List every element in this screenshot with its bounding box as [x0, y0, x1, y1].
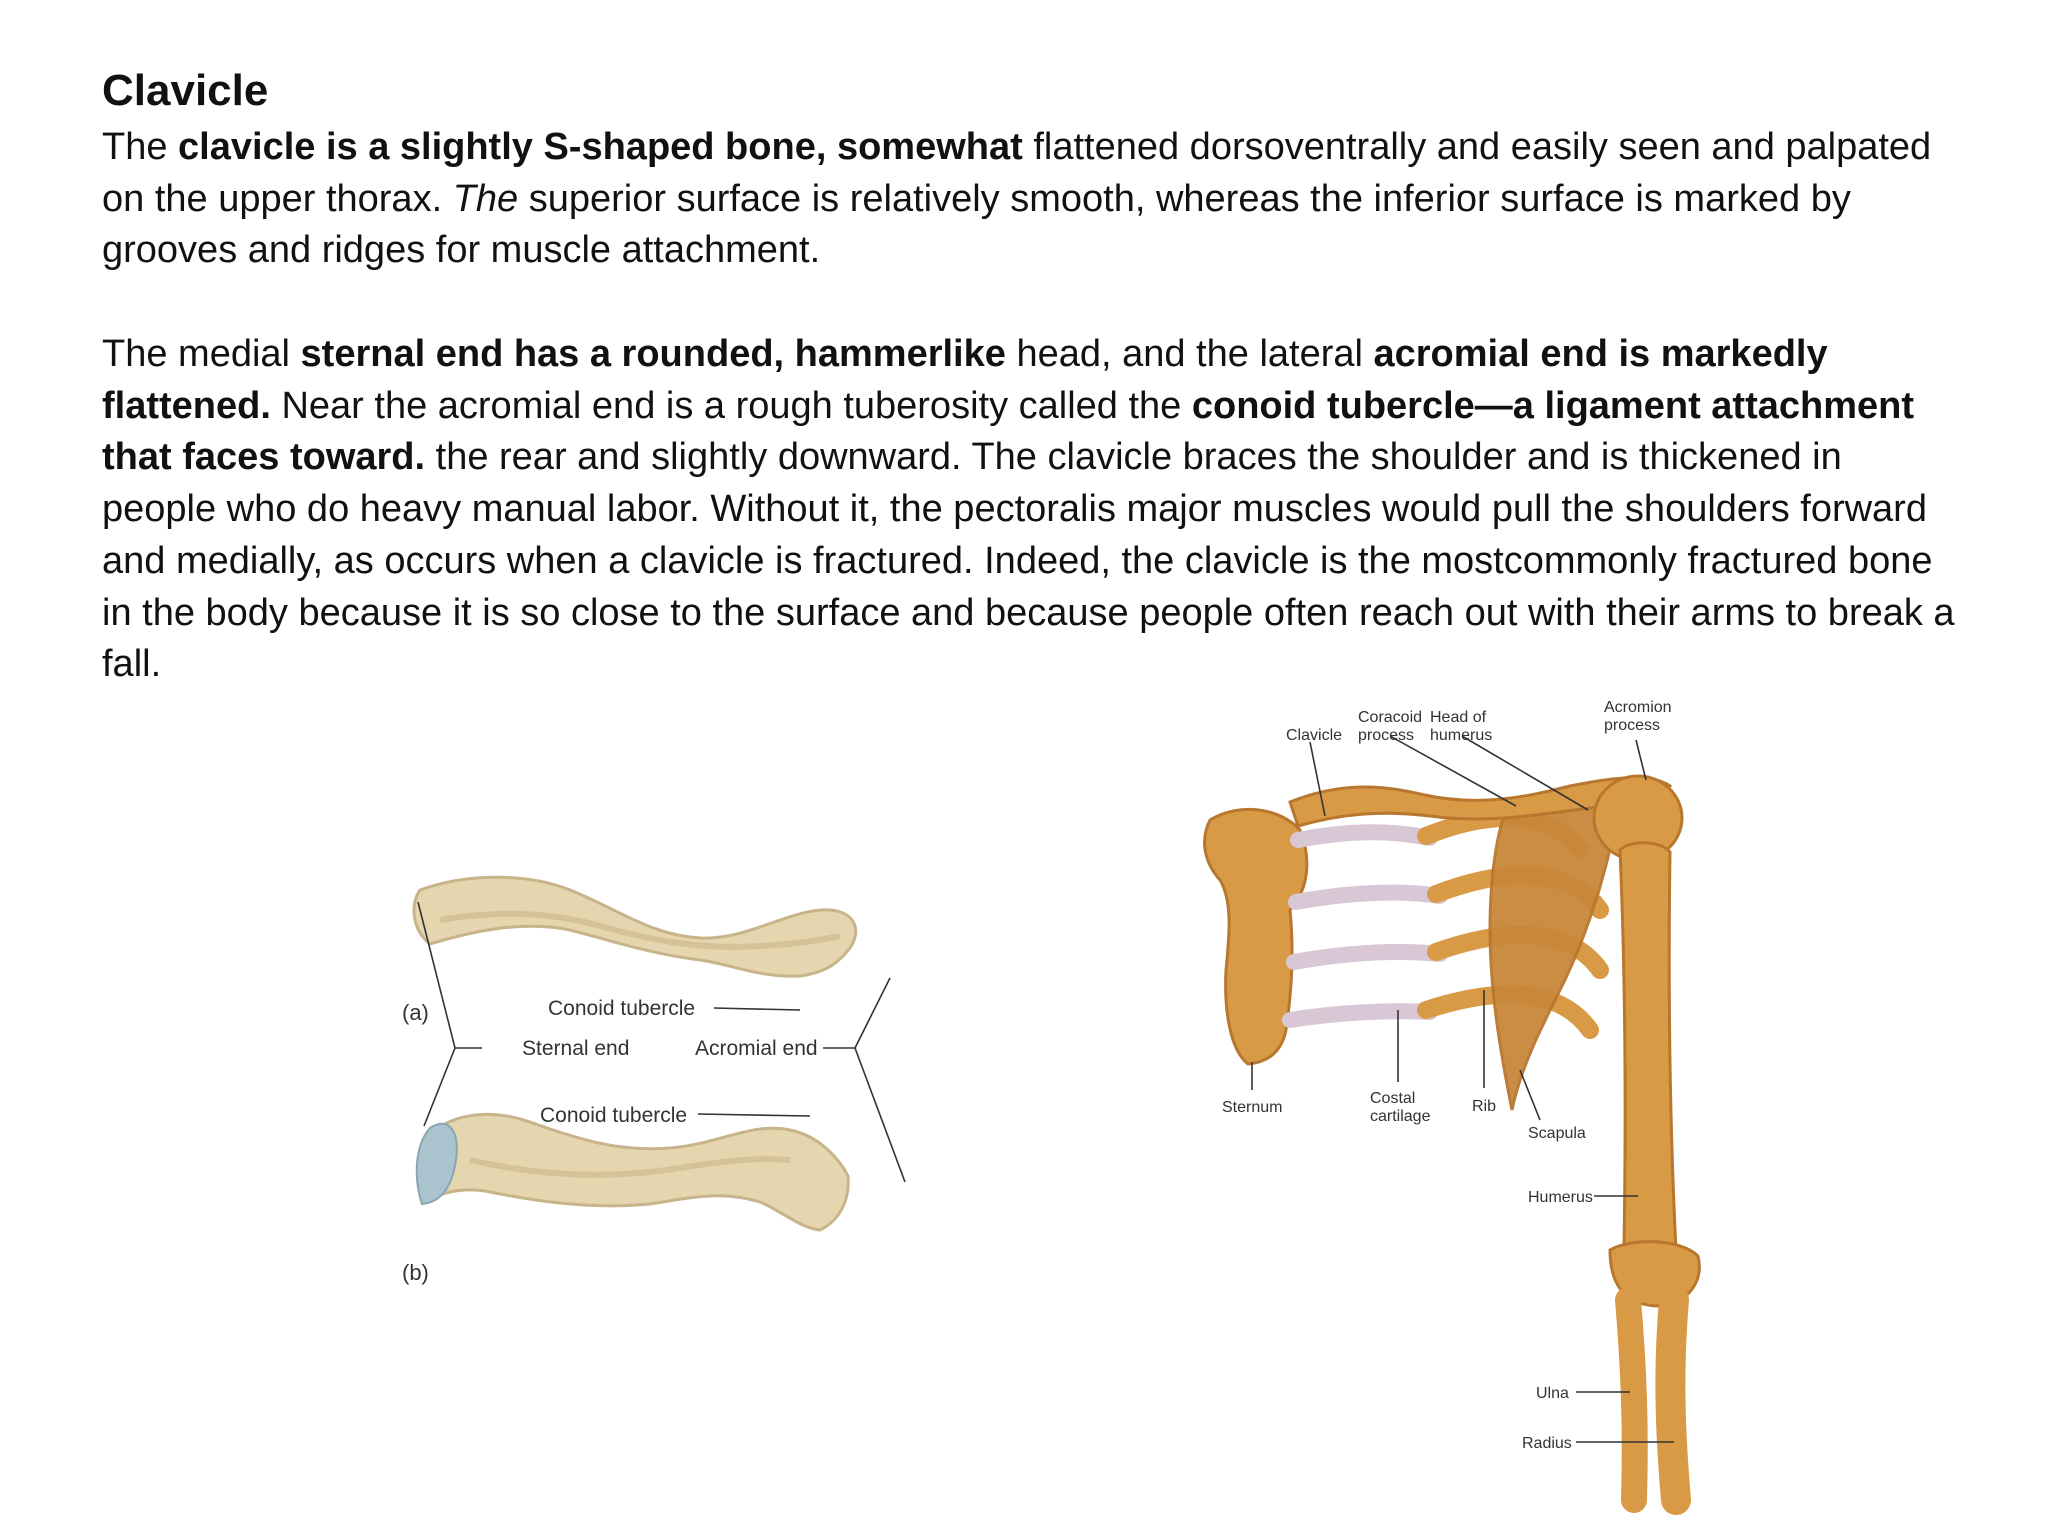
text-run: flattened dorsoventrally and easily seen and palpated on the upper thorax. — [102, 126, 1932, 220]
label-sternum: Sternum — [1222, 1099, 1283, 1116]
italic-run: The — [452, 177, 519, 220]
radius — [1670, 1300, 1676, 1500]
label-conoid-tubercle-bottom: Conoid tubercle — [540, 1104, 688, 1127]
label-scapula: Scapula — [1528, 1125, 1586, 1142]
label-rib: Rib — [1472, 1098, 1497, 1115]
text-run: Near the acromial end is a rough tuberosity called the — [270, 384, 1192, 427]
leader-line — [855, 978, 890, 1048]
slide-title: Clavicle — [102, 66, 269, 115]
leader-line — [714, 1008, 800, 1010]
label-acromion-2: process — [1604, 717, 1661, 734]
leader-line — [1520, 1070, 1540, 1120]
label-ulna: Ulna — [1536, 1385, 1569, 1402]
label-conoid-tubercle-top: Conoid tubercle — [548, 997, 696, 1020]
leader-line — [424, 1048, 455, 1126]
label-coracoid-1: Coracoid — [1358, 709, 1423, 726]
label-humerus: Humerus — [1528, 1189, 1593, 1206]
bold-run: sternal end has a rounded, hammerlike — [300, 333, 1006, 375]
text-run: superior surface is relatively smooth, whereas the inferior surface is marked by grooves and ridges for muscle attachment. — [102, 177, 1851, 272]
label-acromial-end: Acromial end — [695, 1037, 818, 1060]
label-head-1: Head of — [1430, 709, 1487, 726]
paragraph-clavicle-shape — [102, 122, 1962, 277]
costal-cartilage — [1296, 893, 1440, 902]
text-run: The medial — [102, 333, 301, 375]
ulna — [1628, 1300, 1635, 1500]
leader-line — [698, 1114, 810, 1116]
bold-run: conoid tubercle—a ligament attachment that faces toward. — [102, 384, 1914, 479]
clavicle-figure — [400, 860, 960, 1320]
paragraph-clavicle-ends — [102, 329, 1962, 691]
label-radius: Radius — [1522, 1435, 1572, 1452]
text-run: the rear and slightly downward. The clavicle braces the shoulder and is thickened in people who do heavy manual labor. Without it, the pectoralis major muscles would pull the shoulders forward and medially, as occurs when a clavicle is fractured. Indeed, the clavicle is the mostcommonly fractured bone in the body because it is so close to the surface and because people often reach out with their arms to break a fall. — [102, 436, 1955, 686]
label-coracoid-2: process — [1358, 727, 1415, 744]
bold-run: clavicle is a slightly S-shaped bone, somewhat — [178, 126, 1023, 168]
label-sternal-end: Sternal end — [522, 1037, 630, 1060]
bold-run: acromial end is markedly flattened. — [102, 333, 1828, 427]
leader-line — [1636, 740, 1646, 780]
costal-cartilage — [1294, 952, 1440, 962]
costal-cartilage — [1290, 1011, 1430, 1020]
leader-line — [855, 1048, 905, 1182]
shoulder-girdle-figure — [1190, 690, 1750, 1520]
label-clavicle: Clavicle — [1286, 727, 1343, 744]
costal-cartilage — [1298, 832, 1430, 840]
label-costal-1: Costal — [1370, 1090, 1416, 1107]
label-b: (b) — [402, 1260, 429, 1285]
label-acromion-1: Acromion — [1604, 699, 1672, 716]
label-costal-2: cartilage — [1370, 1108, 1431, 1125]
text-run: head, and the lateral — [1005, 333, 1374, 375]
clavicle-superior-view — [414, 877, 856, 976]
label-head-2: humerus — [1430, 727, 1493, 744]
humerus-shaft — [1620, 843, 1676, 1275]
text-run: The — [102, 126, 179, 168]
label-a: (a) — [402, 1000, 429, 1025]
